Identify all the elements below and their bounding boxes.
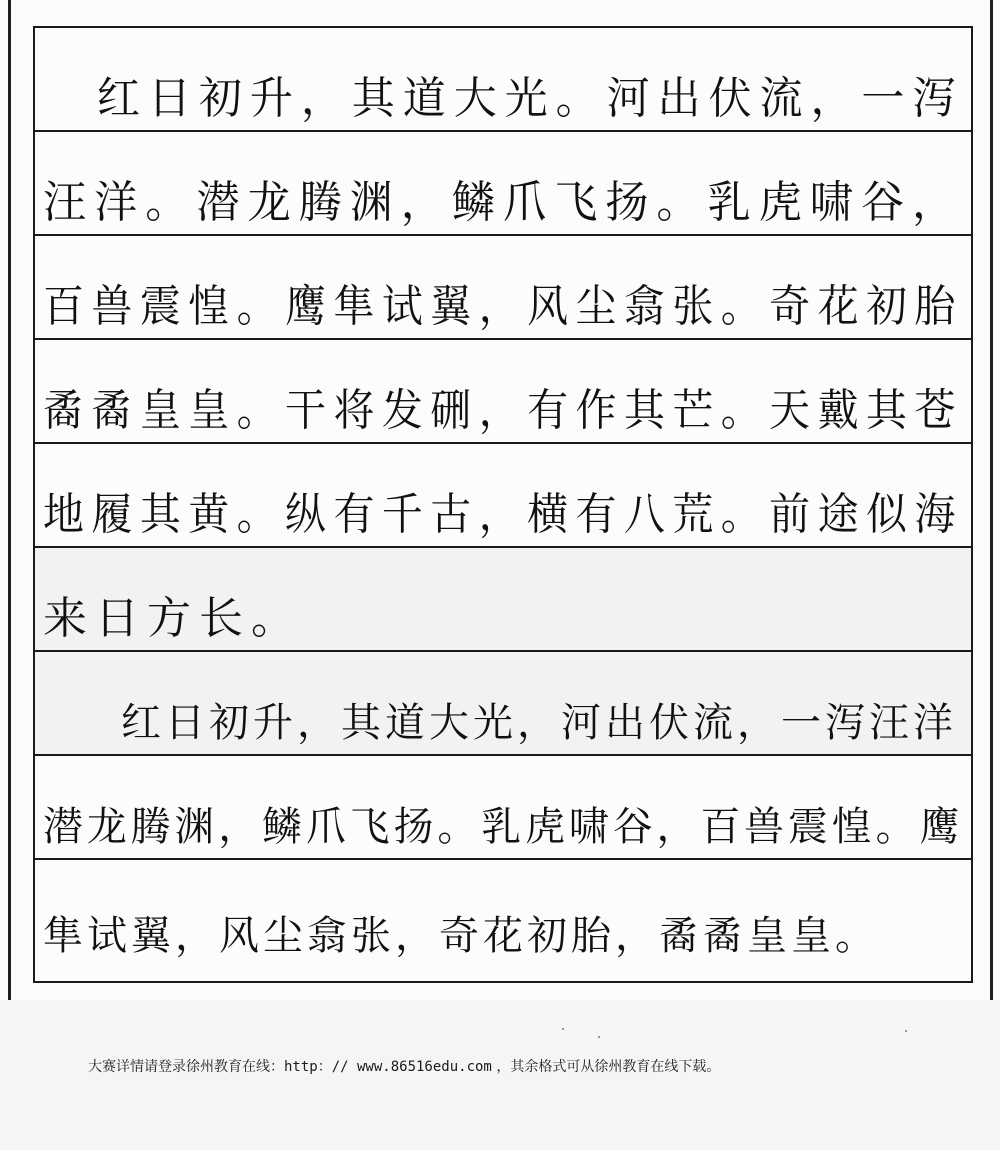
handwritten-text-line-2: 汪洋。潜龙腾渊，鳞爪飞扬。乳虎啸谷， [43, 177, 964, 228]
writing-line-9 [35, 860, 971, 981]
handwritten-text-line-4: 矞矞皇皇。干将发硎，有作其芒。天戴其苍 [43, 385, 963, 436]
paper-speck [905, 1030, 907, 1032]
writing-line-3 [35, 236, 971, 340]
handwritten-text-line-1: 红日初升，其道大光。河出伏流，一泻 [97, 73, 964, 124]
writing-line-2 [35, 132, 971, 236]
writing-line-1 [35, 28, 971, 132]
handwritten-text-line-8: 潜龙腾渊，鳞爪飞扬。乳虎啸谷，百兽震惶。鹰 [43, 804, 964, 850]
handwritten-text-line-9: 隼试翼，风尘翕张，奇花初胎，矞矞皇皇。 [43, 913, 879, 959]
paper-speck [562, 1028, 564, 1030]
writing-line-6 [35, 548, 971, 652]
footer-prefix: 大赛详情请登录徐州教育在线： [88, 1059, 284, 1075]
handwritten-text-line-7: 红日初升，其道大光，河出伏流，一泻汪洋 [121, 700, 957, 746]
writing-line-4 [35, 340, 971, 444]
handwritten-text-line-6: 来日方长。 [43, 593, 303, 644]
writing-grid [33, 26, 973, 983]
writing-line-5 [35, 444, 971, 548]
right-border-line [990, 0, 993, 1000]
writing-line-8 [35, 756, 971, 860]
handwritten-text-line-5: 地履其黄。纵有千古，横有八荒。前途似海 [43, 489, 963, 540]
footer-url: http：// www.86516edu.com [284, 1059, 492, 1075]
handwritten-text-line-3: 百兽震惶。鹰隼试翼，风尘翕张。奇花初胎 [43, 281, 963, 332]
footer-note [88, 1056, 720, 1076]
footer-suffix: ，其余格式可从徐州教育在线下载。 [491, 1059, 721, 1075]
paper-speck [598, 1036, 600, 1038]
left-border-line [8, 0, 11, 1000]
writing-line-7 [35, 652, 971, 756]
